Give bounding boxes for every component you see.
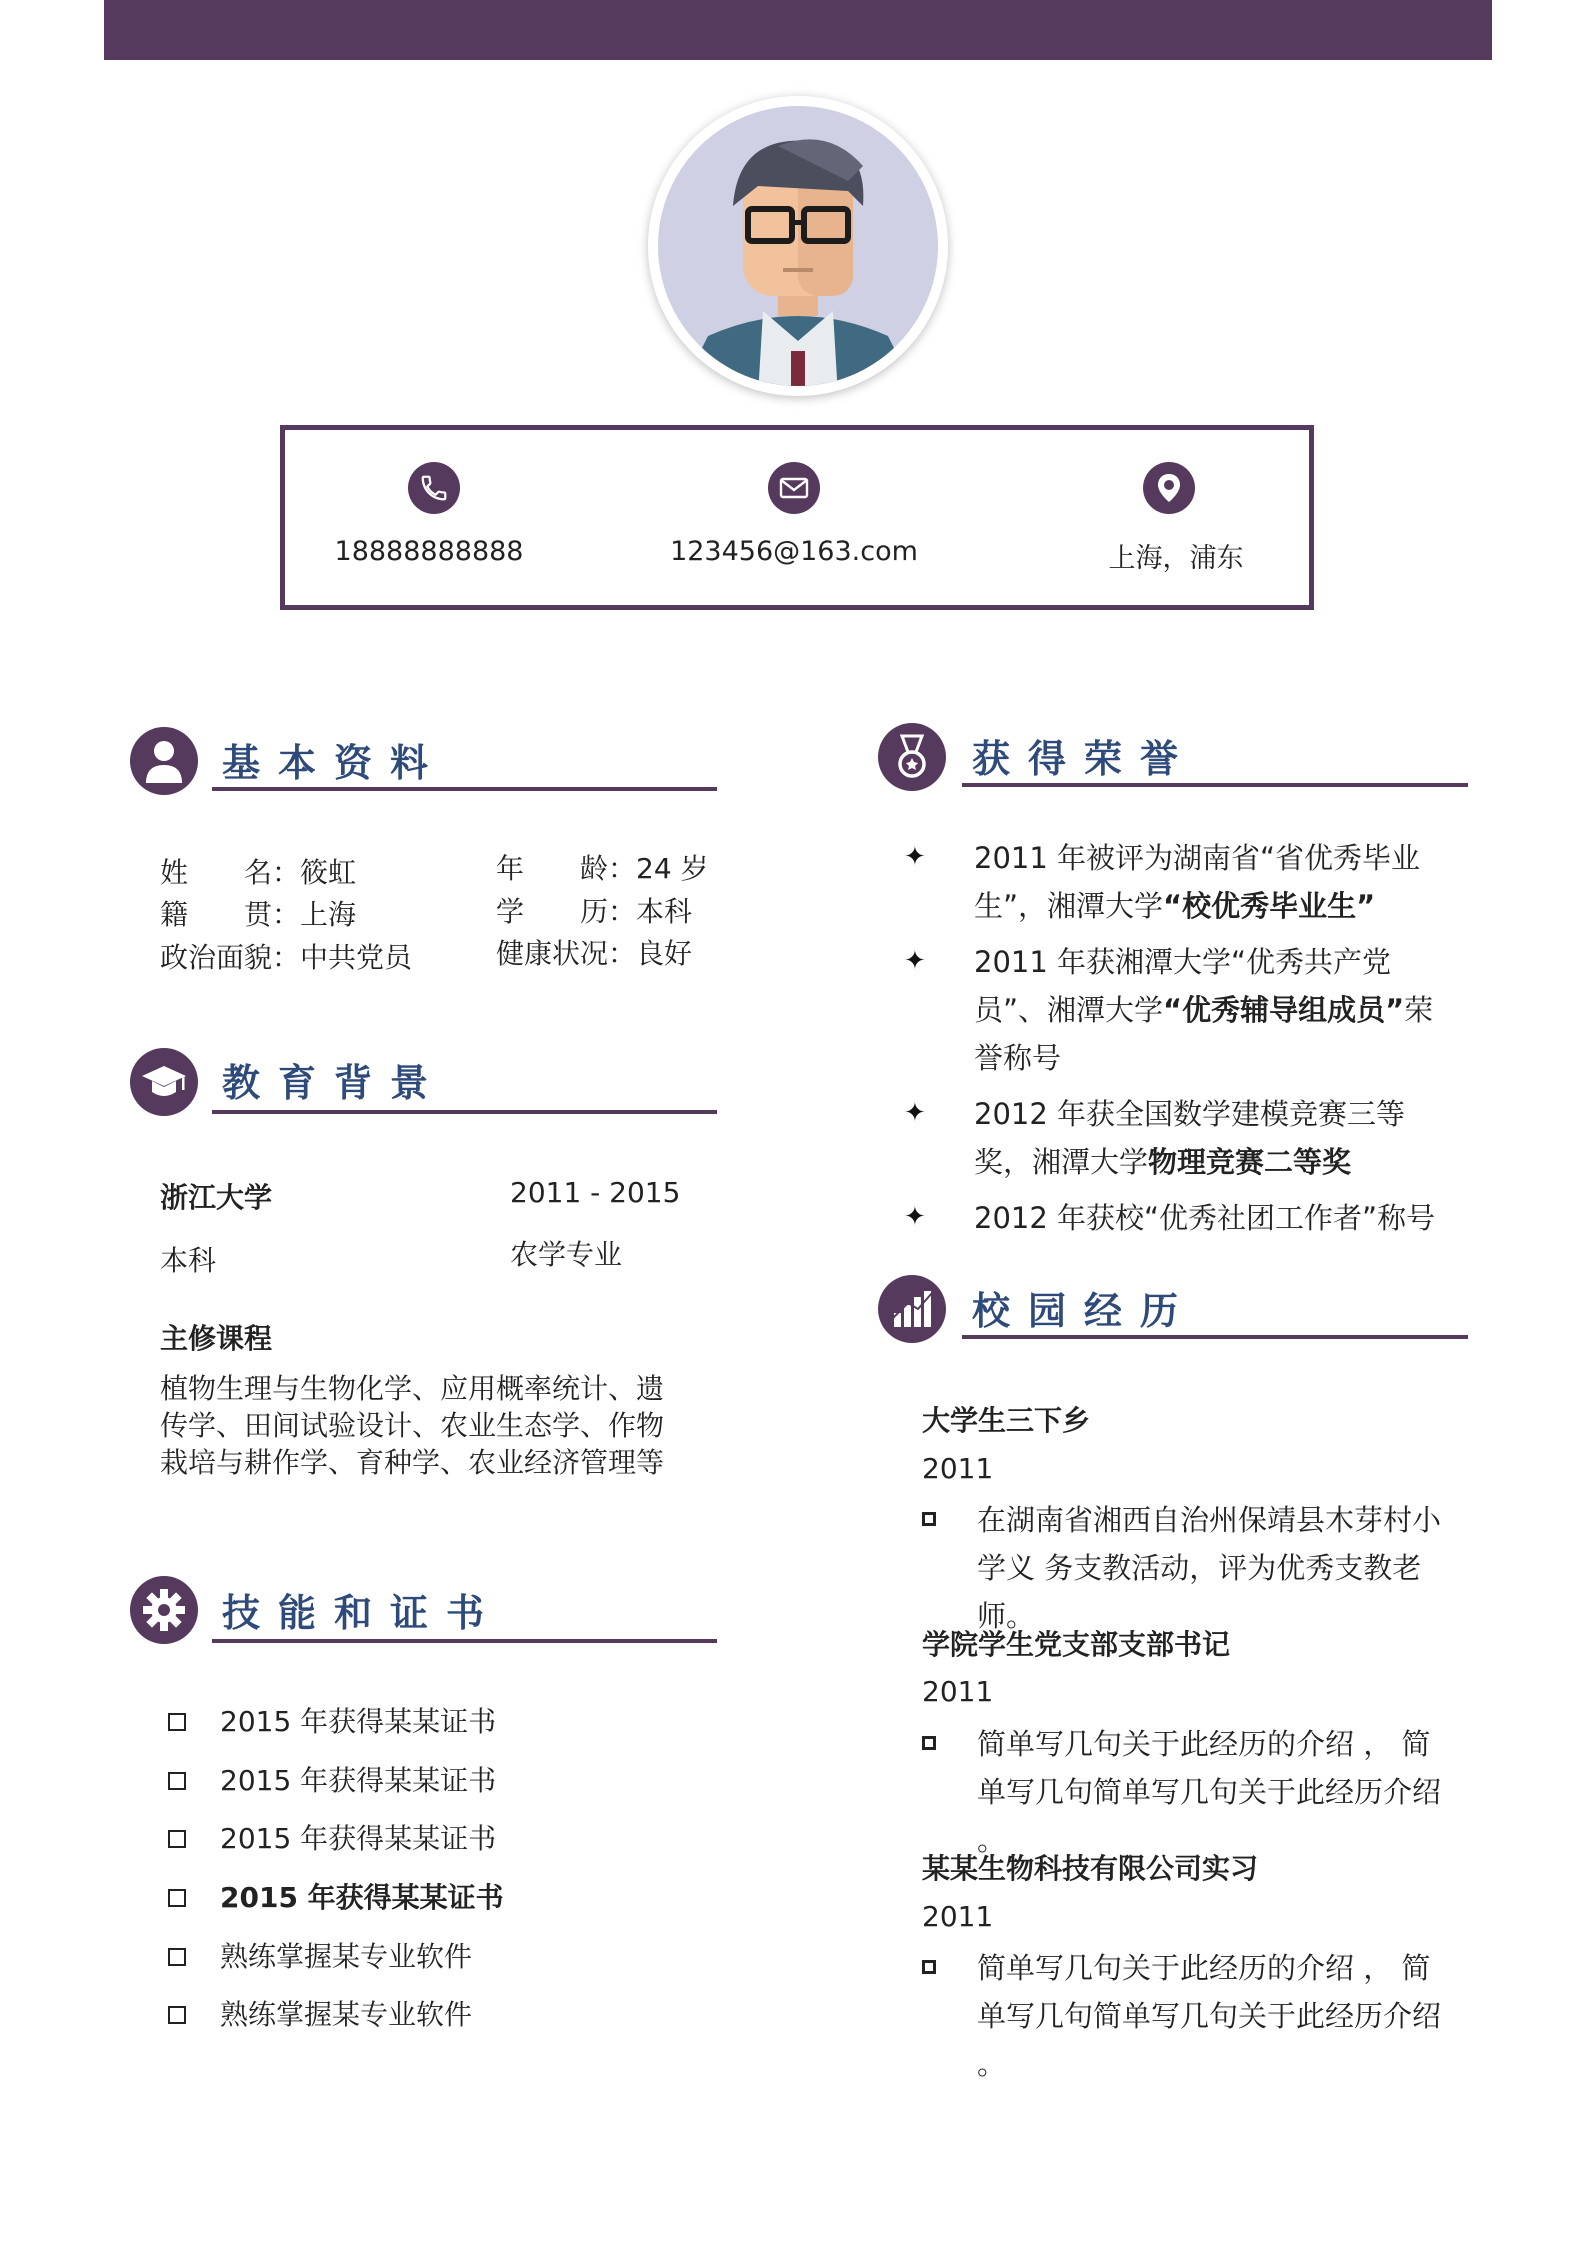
location-pin-icon — [1143, 462, 1195, 514]
campus-item-desc: 在湖南省湘西自治州保靖县木芽村小学义 务支教活动，评为优秀支教老师。 — [977, 1503, 1442, 1633]
campus-item-name: 大学生三下乡 — [922, 1404, 1091, 1437]
star-bullet-icon: ✦ — [904, 1098, 926, 1128]
honor-item-1: 2011 年被评为湖南省“省优秀毕业生”，湘潭大学“校优秀毕业生” — [974, 841, 1421, 923]
field-age: 年 龄：24 岁 — [496, 852, 709, 885]
field-degree: 学 历：本科 — [496, 895, 693, 928]
phone-icon — [408, 462, 460, 514]
checkbox-icon — [168, 2006, 186, 2024]
location-text: 上海，浦东 — [1108, 543, 1244, 574]
email-address: 123456@163.com — [670, 536, 918, 567]
campus-item-desc: 简单写几句关于此经历的介绍 ， 简单写几句简单写几句关于此经历介绍 。 — [977, 1727, 1442, 1857]
avatar-illustration — [648, 96, 948, 396]
square-bullet-icon — [922, 1736, 936, 1750]
section-title-campus: 校园经历 — [972, 1289, 1197, 1333]
square-bullet-icon — [922, 1512, 936, 1526]
star-bullet-icon: ✦ — [904, 1202, 926, 1232]
checkbox-icon — [168, 1772, 186, 1790]
field-political: 政治面貌：中共党员 — [160, 941, 413, 974]
checkbox-icon — [168, 1889, 186, 1907]
campus-item-desc: 简单写几句关于此经历的介绍 ， 简单写几句简单写几句关于此经历介绍 。 — [977, 1951, 1442, 2081]
honor-item-4: 2012 年获校“优秀社团工作者”称号 — [974, 1201, 1436, 1235]
courses-label: 主修课程 — [160, 1322, 273, 1355]
checkbox-icon — [168, 1713, 186, 1731]
medal-icon — [878, 723, 946, 791]
section-divider — [212, 1110, 717, 1114]
section-divider — [962, 783, 1468, 787]
checkbox-icon — [168, 1830, 186, 1848]
campus-item-name: 学院学生党支部支部书记 — [922, 1628, 1231, 1661]
building-chart-icon — [878, 1275, 946, 1343]
phone-number: 18888888888 — [334, 536, 524, 567]
email-icon — [768, 462, 820, 514]
courses-text: 植物生理与生物化学、应用概率统计、遗传学、田间试验设计、农业生态学、作物栽培与耕作学、育种学、农业经济管理等 — [160, 1372, 665, 1479]
section-divider — [212, 1639, 717, 1643]
star-bullet-icon: ✦ — [904, 842, 926, 872]
field-origin: 籍 贯：上海 — [160, 898, 357, 931]
star-bullet-icon: ✦ — [904, 946, 926, 976]
campus-item-year: 2011 — [922, 1452, 994, 1485]
section-title-honors: 获得荣誉 — [972, 737, 1197, 781]
campus-item-year: 2011 — [922, 1675, 994, 1708]
degree-text: 本科 — [160, 1244, 217, 1277]
person-icon — [130, 727, 198, 795]
school-name: 浙江大学 — [160, 1181, 273, 1214]
campus-item-year: 2011 — [922, 1900, 994, 1933]
section-title-basic: 基本资料 — [222, 741, 447, 785]
square-bullet-icon — [922, 1960, 936, 1974]
graduation-cap-icon — [130, 1048, 198, 1116]
campus-item-name: 某某生物科技有限公司实习 — [922, 1852, 1259, 1885]
gear-icon — [130, 1576, 198, 1644]
field-name: 姓 名：筱虹 — [160, 856, 357, 889]
section-divider — [212, 787, 717, 791]
honor-item-3: 2012 年获全国数学建模竞赛三等奖，湘潭大学物理竞赛二等奖 — [974, 1097, 1406, 1179]
contact-box — [280, 425, 1314, 610]
section-title-education: 教育背景 — [222, 1061, 447, 1105]
header-bar — [104, 0, 1492, 60]
honor-item-2: 2011 年获湘潭大学“优秀共产党员”、湘潭大学“优秀辅导组成员”荣誉称号 — [974, 945, 1434, 1075]
checkbox-icon — [168, 1948, 186, 1966]
field-health: 健康状况：良好 — [496, 937, 693, 970]
avatar — [648, 96, 948, 396]
section-divider — [962, 1335, 1468, 1339]
major-text: 农学专业 — [510, 1238, 623, 1271]
section-title-skills: 技能和证书 — [222, 1591, 503, 1635]
school-years: 2011 - 2015 — [510, 1176, 681, 1209]
